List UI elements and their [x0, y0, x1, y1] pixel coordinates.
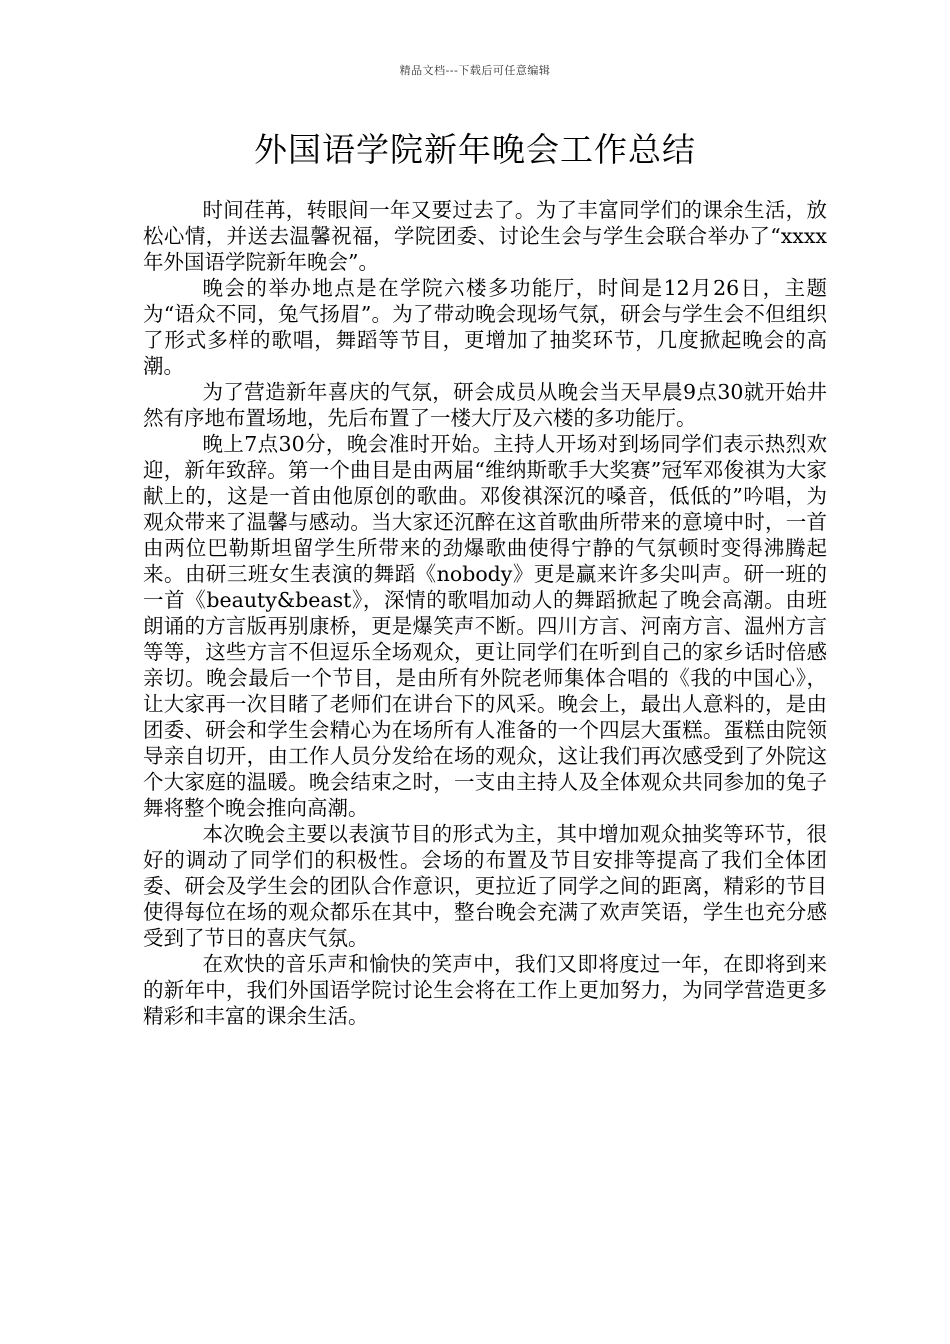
- paragraph-summary: 本次晚会主要以表演节目的形式为主，其中增加观众抽奖等环节，很好的调动了同学们的积极性。会场的布置及节目安排等提高了我们全体团委、研会及学生会的团队合作意识，更拉近了同学之间的距离，精彩的节目使得每位在场的观众都乐在其中，整台晚会充满了欢声笑语，学生也充分感受到了节日的喜庆气氛。: [143, 822, 827, 950]
- paragraph-closing: 在欢快的音乐声和愉快的笑声中，我们又即将度过一年，在即将到来的新年中，我们外国语学院讨论生会将在工作上更加努力，为同学营造更多精彩和丰富的课余生活。: [143, 952, 827, 1028]
- paragraph-preparation: 为了营造新年喜庆的气氛，研会成员从晚会当天早晨9点30就开始井然有序地布置场地，先后布置了一楼大厅及六楼的多功能厅。: [143, 380, 827, 430]
- header-note: 精品文档---下载后可任意编辑: [399, 64, 551, 77]
- paragraph-intro: 时间荏苒，转眼间一年又要过去了。为了丰富同学们的课余生活，放松心情，并送去温馨祝福，学院团委、讨论生会与学生会联合举办了“xxxx年外国语学院新年晚会”。: [143, 198, 827, 274]
- paragraph-program: 晚上7点30分，晚会准时开始。主持人开场对到场同学们表示热烈欢迎，新年致辞。第一个曲目是由两届“维纳斯歌手大奖赛”冠军邓俊祺为大家献上的，这是一首由他原创的歌曲。邓俊祺深沉的嗓音，低低的”吟唱，为观众带来了温馨与感动。当大家还沉醉在这首歌曲所带来的意境中时，一首由两位巴勒斯坦留学生所带来的劲爆歌曲使得宁静的气氛顿时变得沸腾起来。由研三班女生表演的舞蹈《nobody》更是赢来许多尖叫声。研一班的一首《beauty&beast》，深情的歌唱加动人的舞蹈掀起了晚会高潮。由班朗诵的方言版再别康桥，更是爆笑声不断。四川方言、河南方言、温州方言等等，这些方言不但逗乐全场观众，更让同学们在听到自己的家乡话时倍感亲切。晚会最后一个节目，是由所有外院老师集体合唱的《我的中国心》，让大家再一次目睹了老师们在讲台下的风采。晚会上，最出人意料的，是由团委、研会和学生会精心为在场所有人准备的一个四层大蛋糕。蛋糕由院领导亲自切开，由工作人员分发给在场的观众，这让我们再次感受到了外院这个大家庭的温暖。晚会结束之时，一支由主持人及全体观众共同参加的兔子舞将整个晚会推向高潮。: [143, 432, 827, 820]
- paragraph-venue: 晚会的举办地点是在学院六楼多功能厅，时间是12月26日，主题为“语众不同，兔气扬眉”。为了带动晚会现场气氛，研会与学生会不但组织了形式多样的歌唱，舞蹈等节目，更增加了抽奖环节，几度掀起晚会的高潮。: [143, 276, 827, 378]
- document-body: [143, 197, 827, 1029]
- document-title: 外国语学院新年晚会工作总结: [254, 130, 696, 169]
